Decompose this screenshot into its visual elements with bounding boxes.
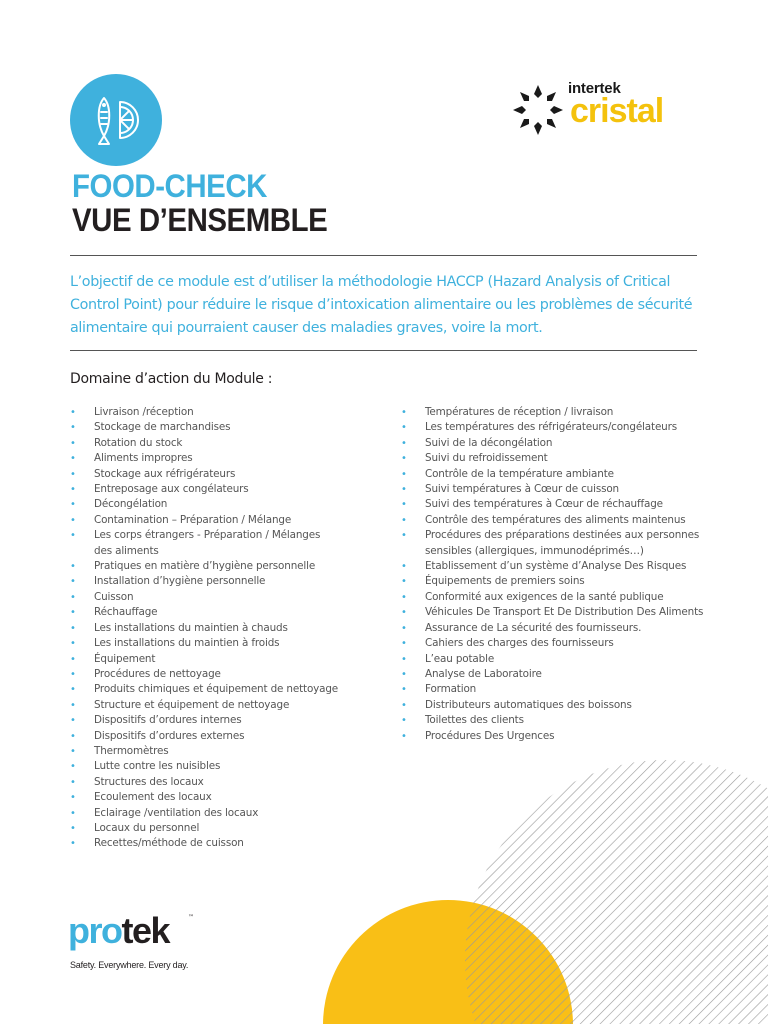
scope-list-left [70, 405, 340, 852]
list-item [70, 405, 340, 420]
bullet-icon: • [401, 422, 407, 434]
bullet-icon: • [401, 684, 407, 696]
list-item-text: Véhicules De Transport Et De Distribution Des Aliments [425, 606, 704, 619]
bullet-icon: • [70, 453, 76, 465]
list-item-text: Contrôle de la température ambiante [425, 467, 614, 480]
bullet-icon: • [401, 453, 407, 465]
bullet-icon: • [70, 668, 76, 680]
section-heading: Domaine d’action du Module : [70, 371, 273, 387]
bullet-icon: • [70, 561, 76, 573]
list-item [70, 436, 340, 451]
list-item [70, 451, 340, 466]
bullet-icon: • [401, 591, 407, 603]
bullet-icon: • [70, 591, 76, 603]
list-item-text: Eclairage /ventilation des locaux [94, 806, 259, 819]
list-item-text: Cahiers des charges des fournisseurs [425, 637, 614, 650]
list-item-text: Procédures des préparations destinées aux personnes sensibles (allergiques, immunodéprimés…) [425, 529, 700, 557]
brand-intertek-text: intertek [568, 80, 621, 97]
list-item [401, 667, 721, 682]
bullet-icon: • [70, 530, 76, 542]
list-item-text: Contamination – Préparation / Mélange [94, 513, 292, 526]
bullet-icon: • [70, 761, 76, 773]
protek-wordmark [68, 910, 169, 952]
bullet-icon: • [70, 607, 76, 619]
list-item [401, 559, 721, 574]
list-item-text: Thermomètres [94, 744, 169, 757]
list-item-text: Locaux du personnel [94, 821, 200, 834]
list-item-text: Analyse de Laboratoire [425, 667, 542, 680]
page-subtitle: VUE D’ENSEMBLE [72, 202, 328, 238]
list-item-text: Aliments impropres [94, 452, 193, 465]
list-item-text: Entreposage aux congélateurs [94, 483, 249, 496]
bullet-icon: • [401, 561, 407, 573]
list-item-text: Etablissement d’un système d’Analyse Des Risques [425, 560, 687, 573]
logo-part-pro: pro [68, 910, 122, 951]
bullet-icon: • [401, 715, 407, 727]
fish-lemon-icon [70, 74, 162, 166]
list-item [401, 713, 721, 728]
list-item-text: Dispositifs d’ordures externes [94, 729, 245, 742]
list-item-text: Stockage de marchandises [94, 421, 231, 434]
bullet-icon: • [401, 499, 407, 511]
list-item [401, 636, 721, 651]
list-item-text: Procédures de nettoyage [94, 667, 221, 680]
bullet-icon: • [401, 407, 407, 418]
list-item [401, 467, 721, 482]
list-item-text: Réchauffage [94, 606, 158, 619]
bullet-icon: • [70, 684, 76, 696]
bullet-icon: • [401, 730, 407, 742]
list-item [401, 405, 721, 420]
list-item [70, 528, 340, 559]
list-item [401, 621, 721, 636]
list-item [70, 806, 340, 821]
bullet-icon: • [70, 437, 76, 449]
scope-list-right [401, 405, 721, 744]
bullet-icon: • [70, 514, 76, 526]
list-item [70, 759, 340, 774]
list-item [70, 420, 340, 435]
list-item-text: Équipement [94, 652, 156, 665]
list-item [70, 559, 340, 574]
list-item [401, 513, 721, 528]
bullet-icon: • [401, 514, 407, 526]
list-item [70, 497, 340, 512]
list-item-text: Suivi températures à Cœur de cuisson [425, 483, 619, 496]
list-item [70, 821, 340, 836]
list-item-text: Les températures des réfrigérateurs/congélateurs [425, 421, 678, 434]
list-item-text: Recettes/méthode de cuisson [94, 837, 244, 850]
divider-top [70, 255, 697, 256]
list-item [70, 744, 340, 759]
list-item-text: Les installations du maintien à froids [94, 637, 280, 650]
list-item [70, 775, 340, 790]
bullet-icon: • [70, 699, 76, 711]
trademark-symbol: ™ [188, 914, 194, 921]
bullet-icon: • [70, 484, 76, 496]
page-title: FOOD-CHECK [72, 168, 267, 204]
list-item [70, 574, 340, 589]
bullet-icon: • [70, 730, 76, 742]
list-item-text: Procédures Des Urgences [425, 729, 555, 742]
bullet-icon: • [401, 468, 407, 480]
list-item [401, 482, 721, 497]
list-item [401, 652, 721, 667]
module-logo [70, 74, 162, 166]
bullet-icon: • [70, 638, 76, 650]
list-item [70, 590, 340, 605]
list-item-text: Températures de réception / livraison [425, 406, 614, 418]
list-item-text: Structures des locaux [94, 775, 204, 788]
list-item [70, 698, 340, 713]
intertek-cristal-logo [510, 80, 710, 140]
list-item [401, 590, 721, 605]
bullet-icon: • [70, 407, 76, 418]
list-item [70, 682, 340, 697]
intro-paragraph: L’objectif de ce module est d’utiliser la méthodologie HACCP (Hazard Analysis of Critical Control Point) pour réduire le risque d’intoxication alimentaire ou les problèmes de sécurité alimentaire qui pourraient causer des maladies graves, voire la mort. [70, 274, 693, 336]
bullet-icon: • [70, 653, 76, 665]
list-item [70, 513, 340, 528]
tagline: Safety. Everywhere. Every day. [70, 960, 189, 970]
bullet-icon: • [401, 668, 407, 680]
list-item [70, 482, 340, 497]
bullet-icon: • [70, 422, 76, 434]
list-item-text: Équipements de premiers soins [425, 575, 585, 588]
list-item [401, 729, 721, 744]
list-item-text: Installation d’hygiène personnelle [94, 575, 266, 588]
list-item [70, 605, 340, 620]
list-item [70, 467, 340, 482]
bullet-icon: • [70, 776, 76, 788]
list-item-text: Décongélation [94, 498, 168, 511]
list-item [401, 528, 721, 559]
bullet-icon: • [70, 622, 76, 634]
bullet-icon: • [401, 530, 407, 542]
intertek-star-icon [510, 82, 566, 138]
logo-part-tek: tek [121, 910, 170, 951]
list-item [401, 574, 721, 589]
list-item-text: Cuisson [94, 590, 134, 603]
list-item [401, 436, 721, 451]
list-item-text: Dispositifs d’ordures internes [94, 714, 242, 727]
list-item [70, 729, 340, 744]
list-item-text: Formation [425, 683, 477, 696]
list-item [401, 605, 721, 620]
bullet-icon: • [401, 484, 407, 496]
list-item-text: Structure et équipement de nettoyage [94, 698, 290, 711]
bullet-icon: • [70, 715, 76, 727]
hatched-circle [465, 760, 768, 1024]
list-item [401, 698, 721, 713]
list-item [70, 790, 340, 805]
list-item [401, 420, 721, 435]
list-item-text: L’eau potable [425, 652, 495, 665]
bullet-icon: • [70, 792, 76, 804]
list-item-text: Ecoulement des locaux [94, 791, 212, 804]
list-item [70, 836, 340, 851]
divider-bottom [70, 350, 697, 351]
bullet-icon: • [401, 699, 407, 711]
list-item-text: Distributeurs automatiques des boissons [425, 698, 632, 711]
list-item [401, 497, 721, 512]
list-item [70, 621, 340, 636]
list-item-text: Rotation du stock [94, 436, 183, 449]
list-item [70, 713, 340, 728]
bullet-icon: • [401, 638, 407, 650]
list-item-text: Suivi des températures à Cœur de réchauffage [425, 498, 663, 511]
bullet-icon: • [70, 576, 76, 588]
list-item [70, 636, 340, 651]
list-item-text: Stockage aux réfrigérateurs [94, 467, 236, 480]
list-item [401, 682, 721, 697]
list-item-text: Lutte contre les nuisibles [94, 760, 221, 773]
list-item-text: Assurance de La sécurité des fournisseurs. [425, 621, 642, 634]
list-item-text: Les installations du maintien à chauds [94, 621, 288, 634]
list-item [70, 667, 340, 682]
bullet-icon: • [70, 822, 76, 834]
bullet-icon: • [70, 807, 76, 819]
bullet-icon: • [401, 653, 407, 665]
brand-cristal-text: cristal [570, 92, 664, 130]
bullet-icon: • [401, 576, 407, 588]
list-item-text: Toilettes des clients [425, 714, 524, 727]
bullet-icon: • [401, 607, 407, 619]
bullet-icon: • [401, 437, 407, 449]
bullet-icon: • [70, 838, 76, 850]
list-item-text: Les corps étrangers - Préparation / Mélanges des aliments [94, 529, 321, 557]
protek-logo [68, 910, 208, 980]
list-item [401, 451, 721, 466]
list-item-text: Suivi du refroidissement [425, 452, 548, 465]
list-item-text: Pratiques en matière d’hygiène personnelle [94, 560, 316, 573]
bullet-icon: • [70, 468, 76, 480]
bullet-icon: • [70, 745, 76, 757]
bullet-icon: • [401, 622, 407, 634]
bullet-icon: • [70, 499, 76, 511]
list-item [70, 652, 340, 667]
list-item-text: Conformité aux exigences de la santé publique [425, 590, 664, 603]
list-item-text: Livraison /réception [94, 406, 194, 418]
list-item-text: Contrôle des températures des aliments maintenus [425, 513, 686, 526]
list-item-text: Produits chimiques et équipement de nettoyage [94, 683, 339, 696]
list-item-text: Suivi de la décongélation [425, 436, 553, 449]
